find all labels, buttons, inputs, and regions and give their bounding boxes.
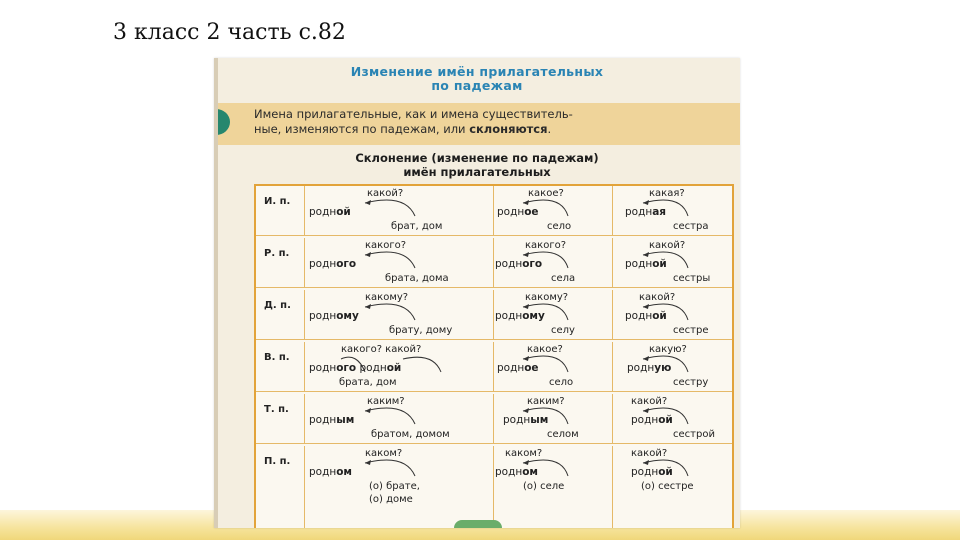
question: каком? <box>365 448 403 459</box>
adjective <box>625 206 666 218</box>
adjective-stem: родн <box>309 414 337 426</box>
adjective-stem: родн <box>495 258 523 270</box>
adjective <box>309 414 354 426</box>
neuter-cell <box>493 394 613 444</box>
adjective-ending: ое <box>524 206 539 218</box>
adjective-ending: ой <box>658 414 673 426</box>
feminine-cell <box>613 342 732 392</box>
table-row <box>256 186 732 236</box>
adjective <box>497 206 539 218</box>
masculine-cell <box>304 446 494 528</box>
neuter-cell <box>493 238 613 288</box>
adjective <box>627 362 671 374</box>
adjective <box>631 414 673 426</box>
question: каком? <box>505 448 543 459</box>
page-heading-line2: по падежам <box>431 78 523 93</box>
case-label: Д. п. <box>264 300 291 311</box>
textbook-page-image <box>214 58 740 528</box>
feminine-cell <box>613 446 732 528</box>
neuter-cell <box>493 342 613 392</box>
question: какого? <box>525 240 567 251</box>
noun: (о) брате, <box>369 481 420 492</box>
adjective-ending: ую <box>654 362 672 374</box>
adjective <box>309 362 401 374</box>
table-row <box>256 394 732 444</box>
question: каким? <box>367 396 405 407</box>
adjective-stem: родн <box>625 206 653 218</box>
adjective <box>625 310 667 322</box>
adjective-ending: ая <box>652 206 667 218</box>
adjective-stem: родн <box>309 362 337 374</box>
adjective <box>497 362 539 374</box>
adjective-ending: ым <box>336 414 355 426</box>
adjective-stem: родн <box>309 466 337 478</box>
case-label: Р. п. <box>264 248 290 259</box>
adjective <box>309 258 356 270</box>
noun: (о) сестре <box>641 481 694 492</box>
masculine-cell <box>304 394 494 444</box>
neuter-cell <box>493 446 613 528</box>
adjective-stem: родн <box>497 206 525 218</box>
adjective-ending: ого <box>336 362 357 374</box>
question: каким? <box>527 396 565 407</box>
neuter-cell <box>493 186 613 236</box>
adjective <box>631 466 673 478</box>
noun: брата, дома <box>385 273 449 284</box>
adjective-stem: родн <box>627 362 655 374</box>
question: какой? <box>631 396 668 407</box>
noun: селу <box>551 325 575 336</box>
adjective-stem: родн <box>495 466 523 478</box>
noun: брат, дом <box>391 221 443 232</box>
adjective-ending: ому <box>522 310 545 322</box>
masculine-cell <box>304 186 494 236</box>
adjective-stem: родн <box>625 258 653 270</box>
adjective-stem: родн <box>503 414 531 426</box>
table-title-line2: имён прилагательных <box>403 165 551 179</box>
case-label: В. п. <box>264 352 290 363</box>
adjective-stem: родн <box>625 310 653 322</box>
page-heading-line1: Изменение имён прилагательных <box>350 64 604 79</box>
noun: село <box>549 377 574 388</box>
table-title-line1: Склонение (изменение по падежам) <box>355 151 599 165</box>
rule-line2-bold: склоняются <box>469 122 548 136</box>
question: какое? <box>527 344 563 355</box>
noun: сестры <box>673 273 711 284</box>
adjective <box>503 414 548 426</box>
feminine-cell <box>613 238 732 288</box>
table-row <box>256 290 732 340</box>
adjective <box>495 466 538 478</box>
adjective-ending: ым <box>530 414 549 426</box>
question: какое? <box>528 188 564 199</box>
adjective-stem: родн <box>497 362 525 374</box>
table-row <box>256 446 732 528</box>
table-row <box>256 238 732 288</box>
adjective-stem: родн <box>309 258 337 270</box>
adjective-ending: ой <box>658 466 673 478</box>
adjective-ending: ом <box>522 466 539 478</box>
rule-line2-plain: ные, изменяются по падежам, или <box>254 122 470 136</box>
question: какого? какой? <box>341 344 422 355</box>
rule-line2 <box>254 122 724 137</box>
adjective-ending: ое <box>524 362 539 374</box>
question: какой? <box>631 448 668 459</box>
masculine-cell <box>304 290 494 340</box>
adjective-ending: ой <box>652 310 667 322</box>
adjective <box>495 258 542 270</box>
adjective-ending: ого <box>336 258 357 270</box>
noun: сестру <box>673 377 709 388</box>
adjective-stem: родн <box>359 362 387 374</box>
question: какой? <box>639 292 676 303</box>
feminine-cell <box>613 186 732 236</box>
noun: сестре <box>673 325 709 336</box>
noun: села <box>551 273 576 284</box>
noun: сестра <box>673 221 709 232</box>
adjective-stem: родн <box>631 466 659 478</box>
adjective-ending: ой <box>652 258 667 270</box>
noun: селом <box>547 429 579 440</box>
noun: село <box>547 221 572 232</box>
slide-title: 3 класс 2 часть с.82 <box>113 20 346 45</box>
adjective <box>309 206 351 218</box>
case-label: И. п. <box>264 196 291 207</box>
feminine-cell <box>613 290 732 340</box>
noun: сестрой <box>673 429 715 440</box>
adjective-stem: родн <box>309 310 337 322</box>
adjective-ending: ой <box>386 362 402 374</box>
adjective-ending: ом <box>336 466 353 478</box>
adjective-stem: родн <box>631 414 659 426</box>
question: какой? <box>367 188 404 199</box>
feminine-cell <box>613 394 732 444</box>
neuter-cell <box>493 290 613 340</box>
noun: брата, дом <box>339 377 397 388</box>
noun: брату, дому <box>389 325 453 336</box>
declension-table <box>254 184 734 528</box>
question: какой? <box>649 240 686 251</box>
masculine-cell <box>304 342 494 392</box>
adjective-stem: родн <box>309 206 337 218</box>
adjective-ending: ому <box>336 310 359 322</box>
rule-line2-end: . <box>547 122 552 136</box>
case-label: П. п. <box>264 456 291 467</box>
rule-text <box>254 107 724 137</box>
masculine-cell <box>304 238 494 288</box>
table-row <box>256 342 732 392</box>
adjective-ending: ого <box>522 258 543 270</box>
adjective <box>495 310 545 322</box>
adjective-stem: родн <box>495 310 523 322</box>
noun: (о) доме <box>369 494 413 505</box>
question: какому? <box>525 292 569 303</box>
adjective-ending: ой <box>336 206 351 218</box>
question: какая? <box>649 188 685 199</box>
rule-line1: Имена прилагательные, как и имена существитель- <box>254 107 573 121</box>
page-edge <box>214 58 218 528</box>
noun: братом, домом <box>371 429 450 440</box>
page-number-tab <box>454 520 502 528</box>
adjective <box>309 310 359 322</box>
noun: (о) селе <box>523 481 565 492</box>
question: какую? <box>649 344 687 355</box>
question: какому? <box>365 292 409 303</box>
question: какого? <box>365 240 407 251</box>
adjective <box>309 466 352 478</box>
adjective <box>625 258 667 270</box>
case-label: Т. п. <box>264 404 289 415</box>
